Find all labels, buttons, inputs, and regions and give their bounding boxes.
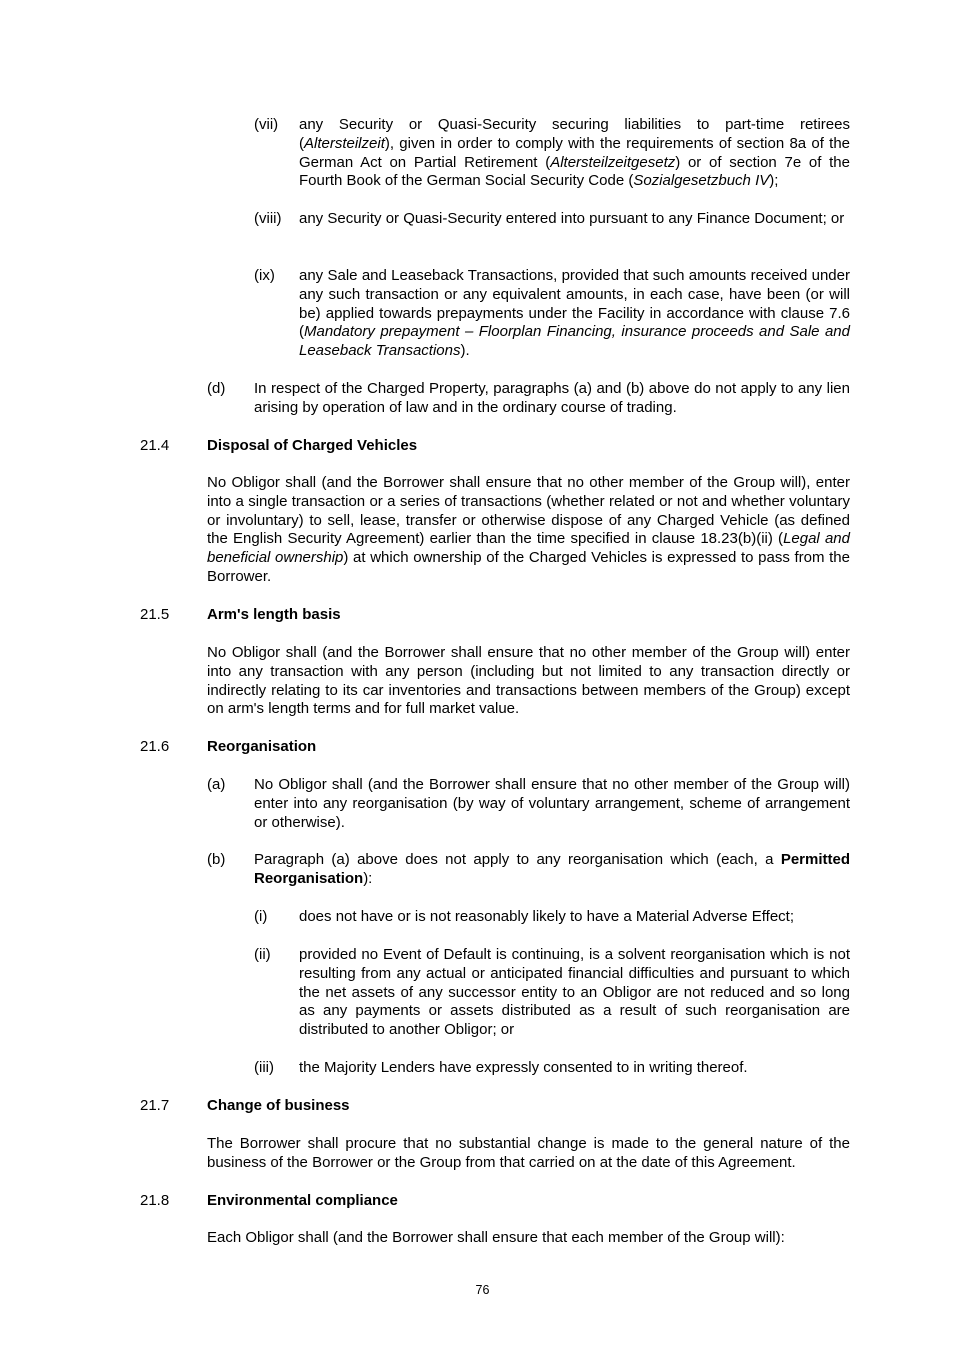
defined-term-permitted-reorganisation: Permitted Reorganisation — [254, 851, 850, 887]
section-21-4-title: Disposal of Charged Vehicles — [207, 437, 418, 454]
section-21-6-b-label: (b) — [207, 851, 226, 868]
section-21-6-a-text: No Obligor shall (and the Borrower shall ensure that no other member of the Group will) enter into any reorganisation (by way of voluntary arrangement, scheme of arrangement or otherwise). — [254, 776, 850, 831]
section-21-6-ii-text: provided no Event of Default is continuing, is a solvent reorganisation which is not resulting from any actual or anticipated financial difficulties and pursuant to which the net assets of any successor entity to an Obligor are not reduced and so long as any payments or assets distributed as a result of such reorganisation are distributed to another Obligor; or — [299, 946, 850, 1039]
section-21-8-number: 21.8 — [140, 1192, 170, 1209]
item-viii-label: (viii) — [254, 210, 282, 227]
section-21-6-iii-label: (iii) — [254, 1059, 274, 1076]
item-viii-text: any Security or Quasi-Security entered into pursuant to any Finance Document; or — [299, 210, 845, 227]
item-vii-label: (vii) — [254, 116, 279, 133]
section-21-8-title: Environmental compliance — [207, 1192, 398, 1209]
section-21-7-number: 21.7 — [140, 1097, 170, 1114]
paragraph-d-text: In respect of the Charged Property, paragraphs (a) and (b) above do not apply to any lien arising by operation of law and in the ordinary course of trading. — [254, 380, 850, 416]
section-21-6-number: 21.6 — [140, 738, 170, 755]
item-ix-text: any Sale and Leaseback Transactions, provided that such amounts received under any such transaction or any equivalent amounts, in each case, have been (or will be) applied towards prepayments under the Facility in accordance with clause 7.6 (Mandatory prepayment – Floorplan Financing, insurance proceeds and Sale and Leaseback Transactions). — [299, 267, 850, 360]
section-21-6-i-label: (i) — [254, 908, 268, 925]
page-number: 76 — [475, 1283, 490, 1297]
section-21-4-number: 21.4 — [140, 437, 170, 454]
section-21-8-text: Each Obligor shall (and the Borrower shall ensure that each member of the Group will): — [207, 1229, 785, 1246]
paragraph-d-label: (d) — [207, 380, 226, 397]
section-21-5-text: No Obligor shall (and the Borrower shall ensure that no other member of the Group will) enter into any transaction with any person (including but not limited to any transaction directly or indirectly relating to its car inventories and transactions between members of the Group) except on arm's length terms and for full market value. — [207, 644, 850, 718]
section-21-7-title: Change of business — [207, 1097, 350, 1114]
section-21-5-number: 21.5 — [140, 606, 170, 623]
item-ix-label: (ix) — [254, 267, 275, 284]
section-21-6-b-text: Paragraph (a) above does not apply to any reorganisation which (each, a Permitted Reorganisation): — [254, 851, 850, 887]
item-vii-text: any Security or Quasi-Security securing liabilities to part-time retirees (Altersteilzeit), given in order to comply with the requirements of section 8a of the German Act on Partial Retirement (Altersteilzeitgesetz) or of section 7e of the Fourth Book of the German Social Security Code (Sozialgesetzbuch IV); — [299, 116, 850, 190]
section-21-4-text: No Obligor shall (and the Borrower shall ensure that no other member of the Group will), enter into a single transaction or a series of transactions (whether related or not and whether voluntary or involuntary) to sell, lease, transfer or otherwise dispose of any Charged Vehicle (as defined the English Security Agreement) earlier than the time specified in clause 18.23(b)(ii) (Legal and beneficial ownership) at which ownership of the Charged Vehicles is expressed to pass from the Borrower. — [207, 474, 850, 585]
section-21-5-title: Arm's length basis — [207, 606, 341, 623]
section-21-6-ii-label: (ii) — [254, 946, 271, 963]
section-21-7-text: The Borrower shall procure that no substantial change is made to the general nature of the business of the Borrower or the Group from that carried on at the date of this Agreement. — [207, 1135, 850, 1171]
section-21-6-title: Reorganisation — [207, 738, 317, 755]
section-21-6-iii-text: the Majority Lenders have expressly consented to in writing thereof. — [299, 1059, 748, 1076]
section-21-6-i-text: does not have or is not reasonably likely to have a Material Adverse Effect; — [299, 908, 794, 925]
section-21-6-a-label: (a) — [207, 776, 226, 793]
